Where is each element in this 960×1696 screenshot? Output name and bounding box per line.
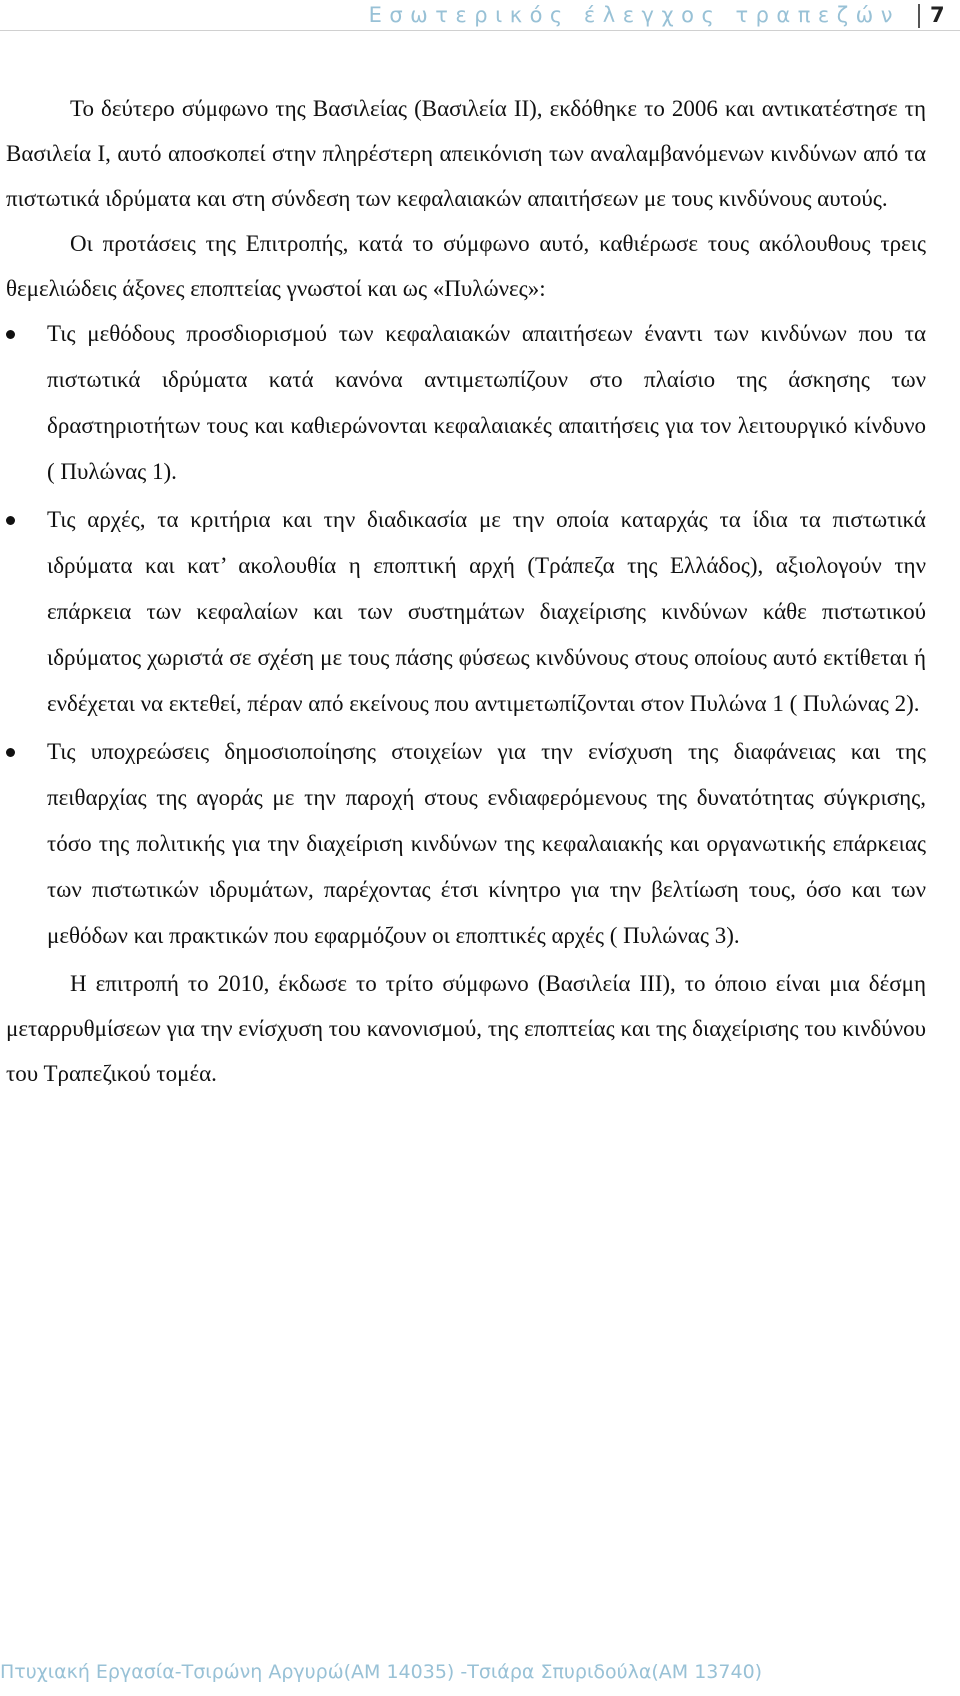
list-item-text: Τις αρχές, τα κριτήρια και την διαδικασία με την οποία καταρχάς τα ίδια τα πιστωτικά ιδρύματα και κατ’ ακολουθία η εποπτική αρχή (Τράπεζα της Ελλάδος), αξιολογούν την επάρκεια των κεφαλαίων και των συστημάτων διαχείρισης κινδύνων κάθε πιστωτικού ιδρύματος χωριστά σε σχέση με τους πάσης φύσεως κινδύνους στους οποίους αυτό εκτίθεται ή ενδέχεται να εκτεθεί, πέραν από εκείνους που αντιμετωπίζονται στον Πυλώνα 1 ( Πυλώνας 2). xyxy=(47,507,926,716)
page-footer xyxy=(0,1656,960,1690)
list-item-text: Τις μεθόδους προσδιορισμού των κεφαλαιακών απαιτήσεων έναντι των κινδύνων που τα πιστωτικά ιδρύματα κατά κανόνα αντιμετωπίζουν στο πλαίσιο της άσκησης των δραστηριοτήτων τους και καθιερώνονται κεφαλαιακές απαιτήσεις για τον λειτουργικό κίνδυνο ( Πυλώνας 1). xyxy=(47,321,926,484)
page-number: 7 xyxy=(930,3,945,27)
header-title: Εσωτερικός έλεγχος τραπεζών xyxy=(368,3,900,27)
page-header xyxy=(0,0,960,50)
paragraph-basel-iii: Η επιτροπή το 2010, έκδωσε το τρίτο σύμφωνο (Βασιλεία ΙΙΙ), το όποιο είναι μια δέσμη μεταρρυθμίσεων για την ενίσχυση του κανονισμού, της εποπτείας και της διαχείρισης του κινδύνου του Τραπεζικού τομέα. xyxy=(6,971,926,1086)
list-item-pillar-3 xyxy=(6,729,926,959)
document-body xyxy=(6,86,926,1096)
paragraph-pillars-intro: Οι προτάσεις της Επιτροπής, κατά το σύμφωνο αυτό, καθιέρωσε τους ακόλουθους τρεις θεμελιώδεις άξονες εποπτείας γνωστοί και ως «Πυλώνες»: xyxy=(6,231,926,301)
pillars-list xyxy=(6,311,926,959)
header-rule xyxy=(0,30,960,31)
bullet-icon xyxy=(6,748,15,757)
bullet-icon xyxy=(6,330,15,339)
list-item-text: Τις υποχρεώσεις δημοσιοποίησης στοιχείων για την ενίσχυση της διαφάνειας και της πειθαρχίας της αγοράς με την παροχή στους ενδιαφερόμενους της δυνατότητας σύγκρισης, τόσο της πολιτικής για την διαχείριση κινδύνων της κεφαλαιακής και οργανωτικής επάρκειας των πιστωτικών ιδρυμάτων, παρέχοντας έτσι κίνητρο για την βελτίωση τους, όσο και των μεθόδων και πρακτικών που εφαρμόζουν οι εποπτικές αρχές ( Πυλώνας 3). xyxy=(47,739,926,948)
list-item-pillar-1 xyxy=(6,311,926,495)
list-item-pillar-2 xyxy=(6,497,926,727)
header-separator xyxy=(918,4,920,28)
paragraph-basel-ii-intro: Το δεύτερο σύμφωνο της Βασιλείας (Βασιλεία ΙΙ), εκδόθηκε το 2006 και αντικατέστησε τη Βασιλεία Ι, αυτό αποσκοπεί στην πληρέστερη απεικόνιση των αναλαμβανόμενων κινδύνων από τα πιστωτικά ιδρύματα και στη σύνδεση των κεφαλαιακών απαιτήσεων με τους κινδύνους αυτούς. xyxy=(6,96,926,211)
bullet-icon xyxy=(6,516,15,525)
footer-text: Πτυχιακή Εργασία-Τσιρώνη Αργυρώ(ΑΜ 14035) -Τσιάρα Σπυριδούλα(ΑΜ 13740) xyxy=(0,1661,763,1683)
